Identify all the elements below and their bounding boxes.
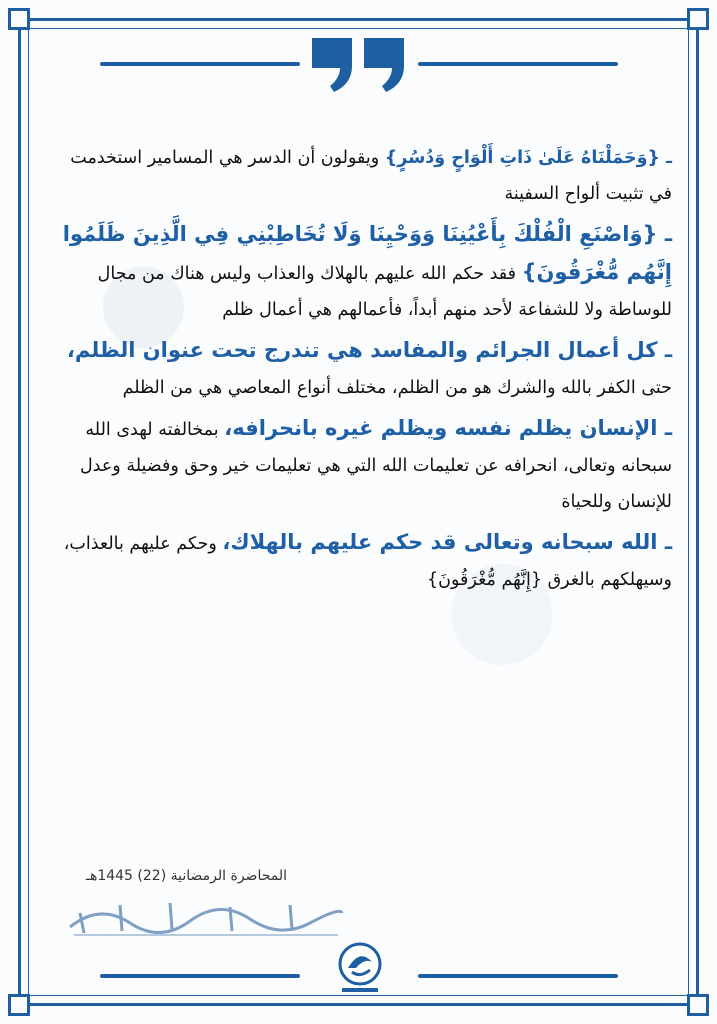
corner-ornament-bottom-right [687,994,709,1016]
source-caption: المحاضرة الرمضانية (22) 1445هـ [85,868,287,884]
foundation-logo-icon [330,938,390,998]
paragraph-1-text: ويقولون أن الدسر هي المسامير استخدمت في تثبيت ألواح السفينة [70,148,672,204]
paragraph-5-text: وحكم عليهم بالعذاب، وسيهلكهم بالغرق {إِنَّهُم مُّغْرَقُونَ} [63,534,672,590]
paragraph-4-text: بمخالفته لهدى الله سبحانه وتعالى، انحرافه عن تعليمات الله التي هي تعليمات خير وحق وفضيلة وعدل للإنسان وللحياة [79,420,672,512]
main-text [46,140,672,598]
top-left-line [100,62,300,66]
corner-ornament-bottom-left [8,994,30,1016]
quote-mark-icon [308,36,408,92]
paragraph-2-text: فقد حكم الله عليهم بالهلاك والعذاب وليس هناك من مجال للوساطة ولا للشفاعة لأحد منهم أبداً، فأعمالهم هي أعمال ظلم [97,264,672,320]
paragraph-5 [46,524,672,598]
calligraphy-signature [60,893,350,941]
paragraph-2 [46,216,672,328]
top-right-line [418,62,618,66]
heading-judgment: ـ الله سبحانه وتعالى قد حكم عليهم بالهلاك، [222,530,672,554]
heading-injustice: ـ كل أعمال الجرائم والمفاسد هي تندرج تحت عنوان الظلم، [66,338,672,362]
heading-human-injustice: ـ الإنسان يظلم نفسه ويظلم غيره بانحرافه، [224,416,672,440]
bottom-right-line [418,974,618,978]
paragraph-4 [46,410,672,520]
corner-ornament-top-right [687,8,709,30]
bottom-left-line [100,974,300,978]
ayah-ark: ـ {وَحَمَلْنَاهُ عَلَىٰ ذَاتِ أَلْوَاحٍ وَدُسُرٍ} [384,148,672,168]
paragraph-3-text: حتى الكفر بالله والشرك هو من الظلم، مختلف أنواع المعاصي هي من الظلم [122,378,672,398]
paragraph-3 [46,332,672,406]
corner-ornament-top-left [8,8,30,30]
paragraph-1 [46,140,672,212]
ayah-build-ark: ـ {وَاصْنَعِ الْفُلْكَ بِأَعْيُنِنَا وَوَحْيِنَا وَلَا تُخَاطِبْنِي فِي الَّذِينَ ظَلَمُوا إِنَّهُم مُّغْرَقُونَ} [62,222,672,284]
